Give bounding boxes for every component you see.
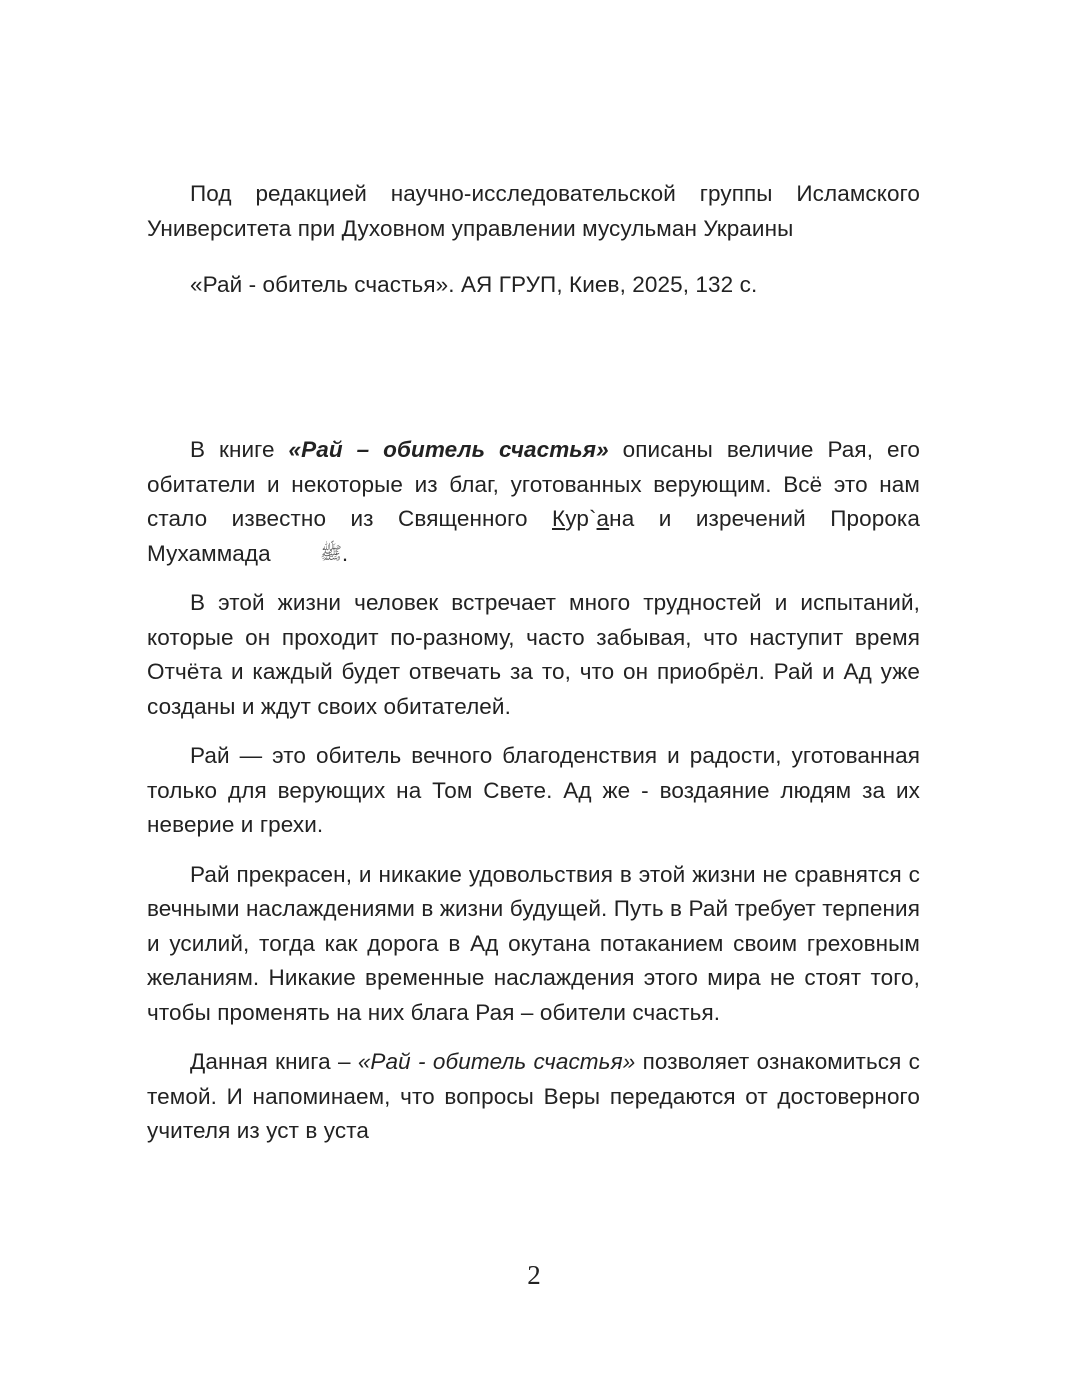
paragraph-intro-text2: и изречений Пророка Мухаммада bbox=[147, 506, 920, 566]
quran-letter-k: К bbox=[552, 506, 566, 531]
book-title-bold-italic: «Рай – обитель счастья» bbox=[288, 437, 609, 462]
paragraph-paradise-definition: Рай — это обитель вечного благоденствия и радости, уготованная только для верующих на Том Свете. Ад же - воздаяние людям за их неверие и грехи. bbox=[147, 743, 920, 837]
paragraph-intro-text1: описаны величие Рая, его обитатели и некоторые из благ, уготованных верующим. Всё это нам стало известно из Священного bbox=[147, 437, 920, 531]
credits-text: Под редакцией научно-исследовательской группы Исламского Университета при Духовном управлении мусульман Украины bbox=[147, 181, 920, 241]
bibliographic-citation bbox=[147, 268, 920, 303]
paragraph-intro-lead: В книге bbox=[190, 437, 289, 462]
paragraph-trials: В этой жизни человек встречает много трудностей и испытаний, которые он проходит по-разному, часто забывая, что наступит время Отчёта и каждый будет отвечать за то, что он приобрёл. Рай и Ад уже созданы и ждут своих обитателей. bbox=[147, 590, 920, 719]
paragraph-book-purpose bbox=[147, 1045, 920, 1149]
paragraph-intro-end: . bbox=[341, 540, 349, 566]
page-number: 2 bbox=[527, 1260, 541, 1290]
annotation-text bbox=[147, 433, 920, 1164]
paragraph-book-purpose-lead: Данная книга – bbox=[190, 1049, 358, 1074]
quran-letters-ur: ур` bbox=[565, 506, 597, 531]
paragraph-paradise-path: Рай прекрасен, и никакие удовольствия в этой жизни не сравнятся с вечными наслаждениями в жизни будущей. Путь в Рай требует терпения и усилий, тогда как дорога в Ад окутана потаканием своим греховным желаниям. Никакие временные наслаждения этого мира не стоят того, чтобы променять на них блага Рая – обители счастья. bbox=[147, 861, 920, 1025]
book-title-italic: «Рай - обитель счастья» bbox=[357, 1049, 636, 1074]
editorial-credits bbox=[147, 177, 920, 246]
quran-letters-na: на bbox=[609, 506, 635, 531]
citation-text: «Рай - обитель счастья». АЯ ГРУП, Киев, 2025, 132 с. bbox=[190, 272, 758, 297]
salawat-icon: ﷺ bbox=[320, 542, 342, 564]
quran-letter-a: а bbox=[596, 506, 610, 531]
paragraph-intro bbox=[147, 433, 920, 571]
paragraph-book-purpose-text: позволяет ознакомиться с темой. И напоминаем, что вопросы Веры передаются от достоверного учителя из уст в уста bbox=[147, 1049, 920, 1143]
